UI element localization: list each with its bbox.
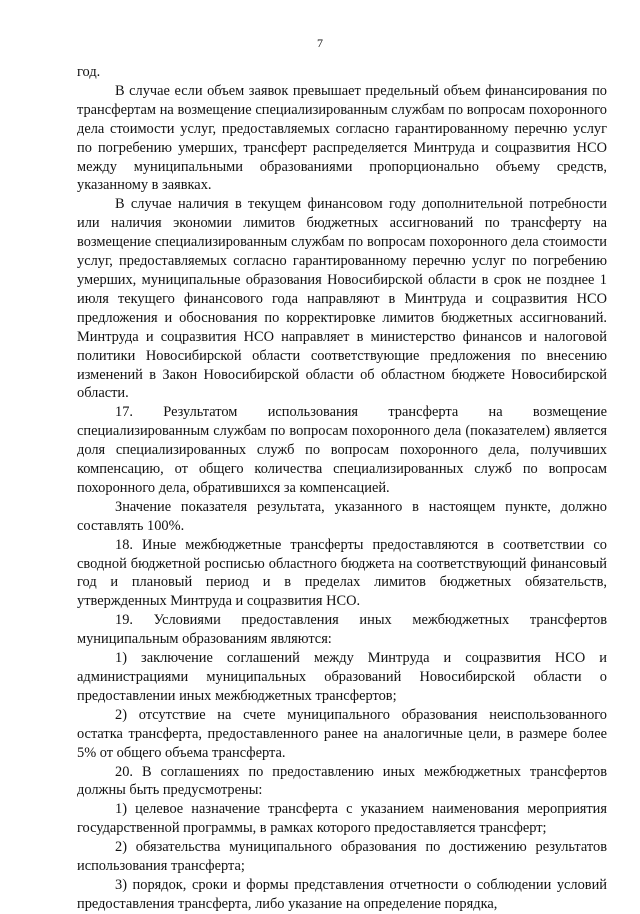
paragraph-item-20: 20. В соглашениях по предоставлению иных межбюджетных трансфертов должны быть предусмотрены: xyxy=(77,763,607,799)
paragraph-item-20-1: 1) целевое назначение трансферта с указанием наименования мероприятия государственной программы, в рамках которого предоставляется трансферт; xyxy=(77,801,607,837)
page-number: 7 xyxy=(317,36,323,50)
paragraph-continuation: год. xyxy=(77,64,101,80)
paragraph-item-18: 18. Иные межбюджетные трансферты предоставляются в соответствии со сводной бюджетной росписью областного бюджета на соответствующий финансовый год и плановый период и в пределах лимитов бюджетных обязательств, утвержденных Минтруда и соцразвития НСО. xyxy=(77,536,607,610)
paragraph-additional-need: В случае наличия в текущем финансовом году дополнительной потребности или наличия экономии лимитов бюджетных ассигнований по трансферту на возмещение специализированным службам по вопросам похоронного дела стоимости услуг, предоставляемых согласно гарантированному перечню услуг по погребению умерших, муниципальные образования Новосибирской области в срок не позднее 1 июля текущего финансового года направляют в Минтруда и соцразвития НСО предложения и обоснования по корректировке лимитов бюджетных ассигнований. Минтруда и соцразвития НСО направляет в министерство финансов и налоговой политики Новосибирской области соответствующие предложения по внесению изменений в Закон Новосибирской области об областном бюджете Новосибирской области. xyxy=(77,196,607,402)
document-body xyxy=(77,63,607,914)
paragraph-excess-applications: В случае если объем заявок превышает предельный объем финансирования по трансфертам на возмещение специализированным службам по вопросам похоронного дела стоимости услуг, предоставляемых согласно гарантированному перечню услуг по погребению умерших, трансферт распределяется Минтруда и соцразвития НСО между муниципальными образованиями пропорционально объему средств, указанному в заявках. xyxy=(77,82,607,194)
paragraph-item-19-1: 1) заключение соглашений между Минтруда и соцразвития НСО и администрациями муниципальных образований Новосибирской области о предоставлении иных межбюджетных трансфертов; xyxy=(77,650,607,704)
paragraph-item-17: 17. Результатом использования трансферта на возмещение специализированным службам по вопросам похоронного дела (показателем) является доля специализированных служб по вопросам похоронного дела, получивших компенсацию, от общего количества специализированных служб по вопросам похоронного дела, обратившихся за компенсацией. xyxy=(77,404,607,496)
paragraph-item-20-3: 3) порядок, сроки и формы представления отчетности о соблюдении условий предоставления трансферта, либо указание на определение порядка, xyxy=(77,876,607,912)
paragraph-item-20-2: 2) обязательства муниципального образования по достижению результатов использования трансферта; xyxy=(77,839,607,875)
paragraph-item-19-2: 2) отсутствие на счете муниципального образования неиспользованного остатка трансферта, предоставленного ранее на аналогичные цели, в размере более 5% от общего объема трансферта. xyxy=(77,706,607,761)
paragraph-item-19: 19. Условиями предоставления иных межбюджетных трансфертов муниципальным образованиям являются: xyxy=(77,612,607,648)
paragraph-indicator-value: Значение показателя результата, указанного в настоящем пункте, должно составлять 100%. xyxy=(77,498,607,534)
